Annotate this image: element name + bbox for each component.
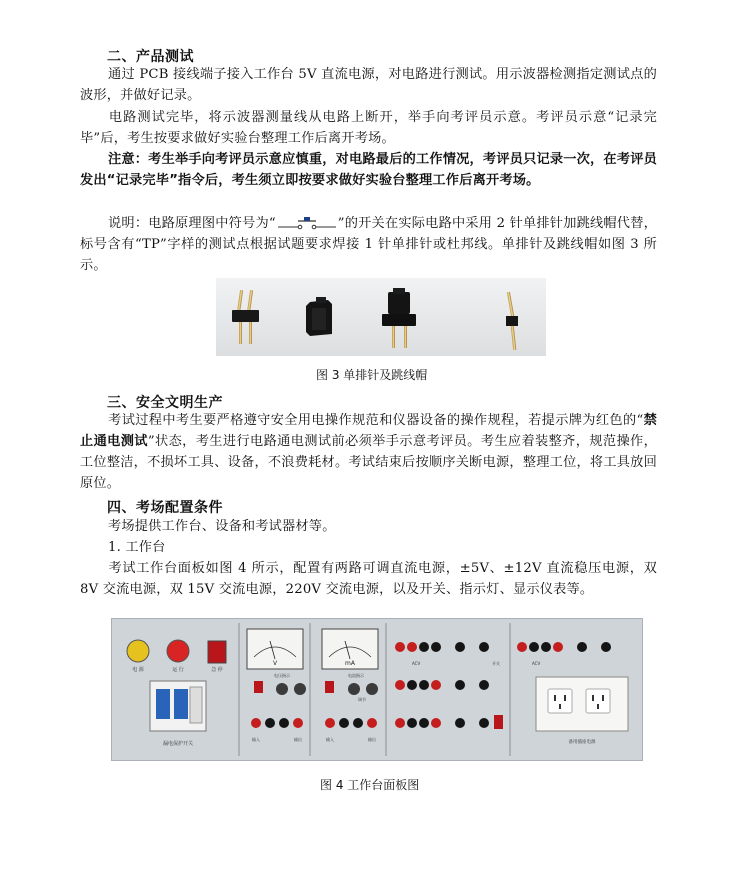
label-switch-1: 开关	[492, 661, 500, 666]
meter-ma-label: mA	[345, 660, 355, 667]
section4-paragraph2	[80, 558, 657, 600]
label-spare-socket: 备用插座电源	[568, 740, 596, 745]
label-adjust: 调节	[358, 697, 366, 702]
section2-p1-text: 通过 PCB 接线端子接入工作台 5V 直流电源，对电路进行测试。用示波器检测指定测试点的波形，并做好记录。	[80, 67, 657, 103]
label-stop: 急 停	[211, 667, 223, 673]
figure3-photo	[216, 278, 546, 356]
section2-p2-text: 电路测试完毕，将示波器测量线从电路上断开，举手向考评员示意。考评员示意“记录完毕”后，考生按要求做好实验台整理工作后离开考场。	[80, 110, 657, 146]
note-paragraph	[80, 213, 657, 276]
section4-paragraph1	[80, 516, 657, 537]
section3-text-after: ”状态，考生进行电路通电测试前必须举手示意考评员。考生应着装整齐，规范操作，工位整洁，不损坏工具、设备，不浪费耗材。考试结束后按顺序关断电源，整理工位，将工具放回原位。	[80, 434, 658, 491]
section4-p2-text: 考试工作台面板如图 4 所示，配置有两路可调直流电源，±5V、±12V 直流稳压电源，双 8V 交流电源，双 15V 交流电源，220V 交流电源，以及开关、指示灯、显示仪表等。	[80, 561, 657, 597]
label-power: 电 源	[132, 667, 144, 673]
label-in-1: 输入	[252, 737, 260, 742]
section2-heading: 二、产品测试	[107, 49, 194, 65]
note-text-after: ”的开关在实际电路中采用 2 针单排针加跳线帽代替，标号含有“TP”字样的测试点根据试题要求焊接 1 针单排针或杜邦线。单排针及跳线帽如图 3 所示。	[80, 216, 658, 273]
section3-bold-text: 禁止通电测试	[80, 413, 657, 449]
figure4-panel-photo	[111, 618, 643, 761]
figure3-caption: 图 3 单排针及跳线帽	[316, 368, 428, 382]
label-current-indicator: 电流指示	[348, 673, 364, 678]
section4-sub1-text: 1. 工作台	[108, 540, 166, 555]
notice-paragraph	[80, 149, 657, 191]
label-ac-1: ACV	[412, 661, 421, 666]
pin-header-illustration	[216, 278, 546, 356]
switch-symbol-icon	[276, 216, 338, 232]
section2-paragraph1	[80, 64, 657, 106]
section3-paragraph	[80, 410, 657, 494]
section2-paragraph2	[80, 107, 657, 149]
label-out-2: 输出	[368, 737, 376, 742]
section4-p1-text: 考场提供工作台、设备和考试器材等。	[108, 519, 336, 534]
label-run: 运 行	[172, 667, 184, 673]
label-ac-2: ACV	[532, 661, 541, 666]
label-leakage-switch: 漏电保护开关	[162, 741, 194, 747]
figure4-caption: 图 4 工作台面板图	[320, 778, 420, 792]
section4-heading: 四、考场配置条件	[107, 500, 223, 516]
label-out-1: 输出	[294, 737, 302, 742]
notice-text: 注意：考生举手向考评员示意应慎重，对电路最后的工作情况，考评员只记录一次，在考评员发出“记录完毕”指令后，考生须立即按要求做好实验台整理工作后离开考场。	[80, 152, 657, 188]
section3-heading: 三、安全文明生产	[107, 395, 223, 411]
note-text-before: 说明：电路原理图中符号为“	[108, 216, 276, 231]
label-voltage-indicator: 电压指示	[274, 673, 290, 678]
section4-subheading	[80, 537, 657, 558]
section3-text-before: 考试过程中考生要严格遵守安全用电操作规范和仪器设备的操作规程，若提示牌为红色的“	[108, 413, 644, 428]
workbench-panel-illustration	[112, 619, 642, 760]
label-in-2: 输入	[326, 737, 334, 742]
meter-v-label: V	[272, 660, 278, 667]
